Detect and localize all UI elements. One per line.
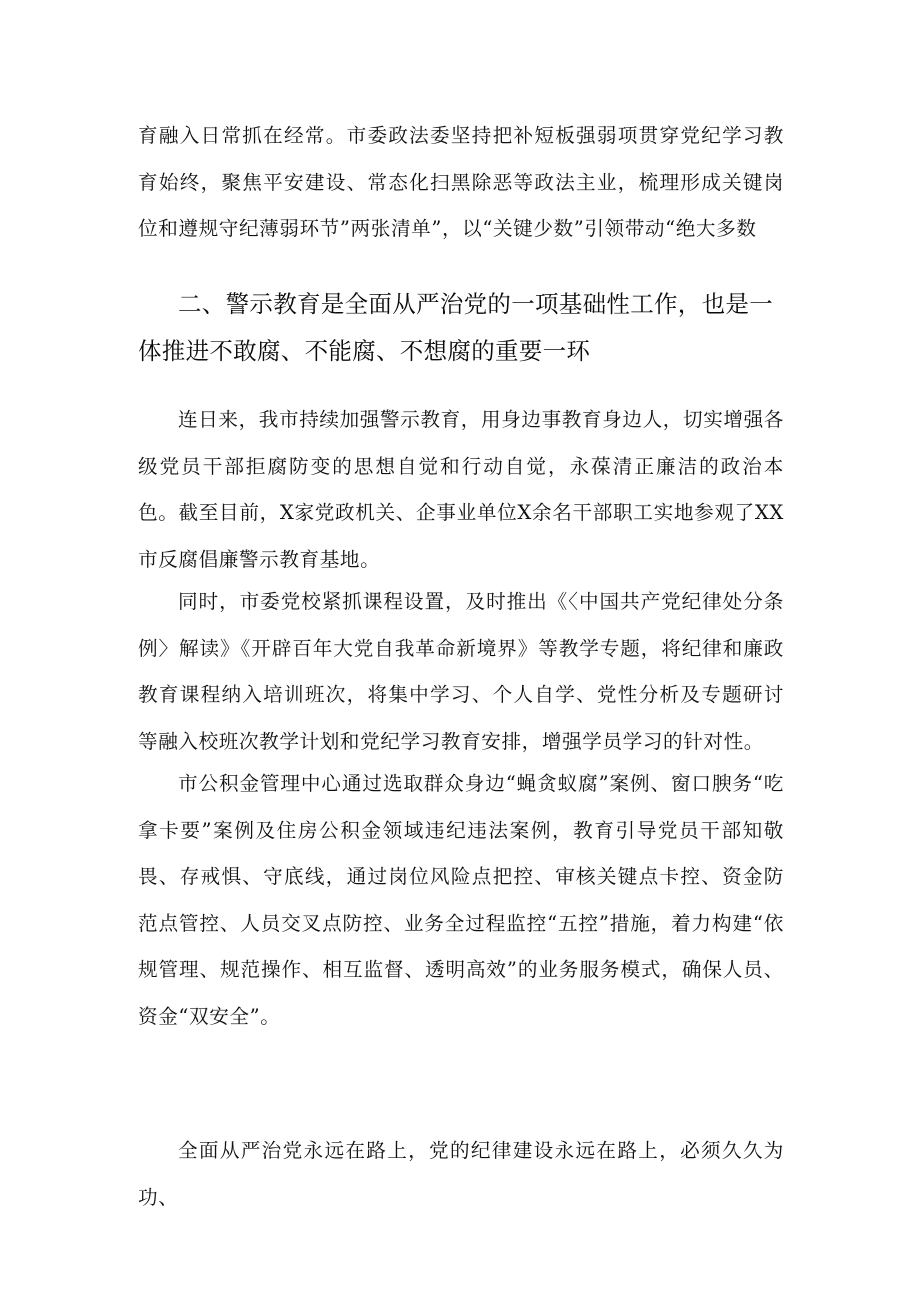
section-heading: 二、警示教育是全面从严治党的一项基础性工作，也是一体推进不敢腐、不能腐、不想腐的重要一环	[138, 290, 773, 365]
paragraph-warning-education: 连日来，我市持续加强警示教育，用身边事教育身边人，切实增强各级党员干部拒腐防变的思想自觉和行动自觉，永葆清正廉洁的政治本色。截至目前，X家党政机关、企事业单位X余名干部职工实地参观了XX市反腐倡廉警示教育基地。	[138, 408, 784, 571]
paragraph-housing-fund: 市公积金管理中心通过选取群众身边“蝇贪蚁腐”案例、窗口腴务“吃拿卡要”案例及住房公积金领域违纪违法案例，教育引导党员干部知敬畏、存戒惧、守底线，通过岗位风险点把控、审核关键点卡控、资金防范点管控、人员交叉点防控、业务全过程监控“五控”措施，着力构建“依规管理、规范操作、相互监督、透明高效”的业务服务模式，确保人员、资金“双安全”。	[138, 772, 784, 1028]
paragraph-conclusion: 全面从严治党永远在路上，党的纪律建设永远在路上，必须久久为功、	[138, 1139, 784, 1209]
paragraph-continuation: 育融入日常抓在经常。市委政法委坚持把补短板强弱项贯穿党纪学习教育始终，聚焦平安建设、常态化扫黑除恶等政法主业，梳理形成关键岗位和遵规守纪薄弱环节”两张清单”，以“关键少数”引领带动“绝大多数	[138, 124, 784, 240]
paragraph-party-school: 同时，市委党校紧抓课程设置，及时推出《〈中国共产党纪律处分条例〉解读》《开辟百年大党自我革命新境界》等教学专题，将纪律和廉政教育课程纳入培训班次，将集中学习、个人自学、党性分析及专题研讨等融入校班次教学计划和党纪学习教育安排，增强学员学习的针对性。	[138, 590, 784, 753]
